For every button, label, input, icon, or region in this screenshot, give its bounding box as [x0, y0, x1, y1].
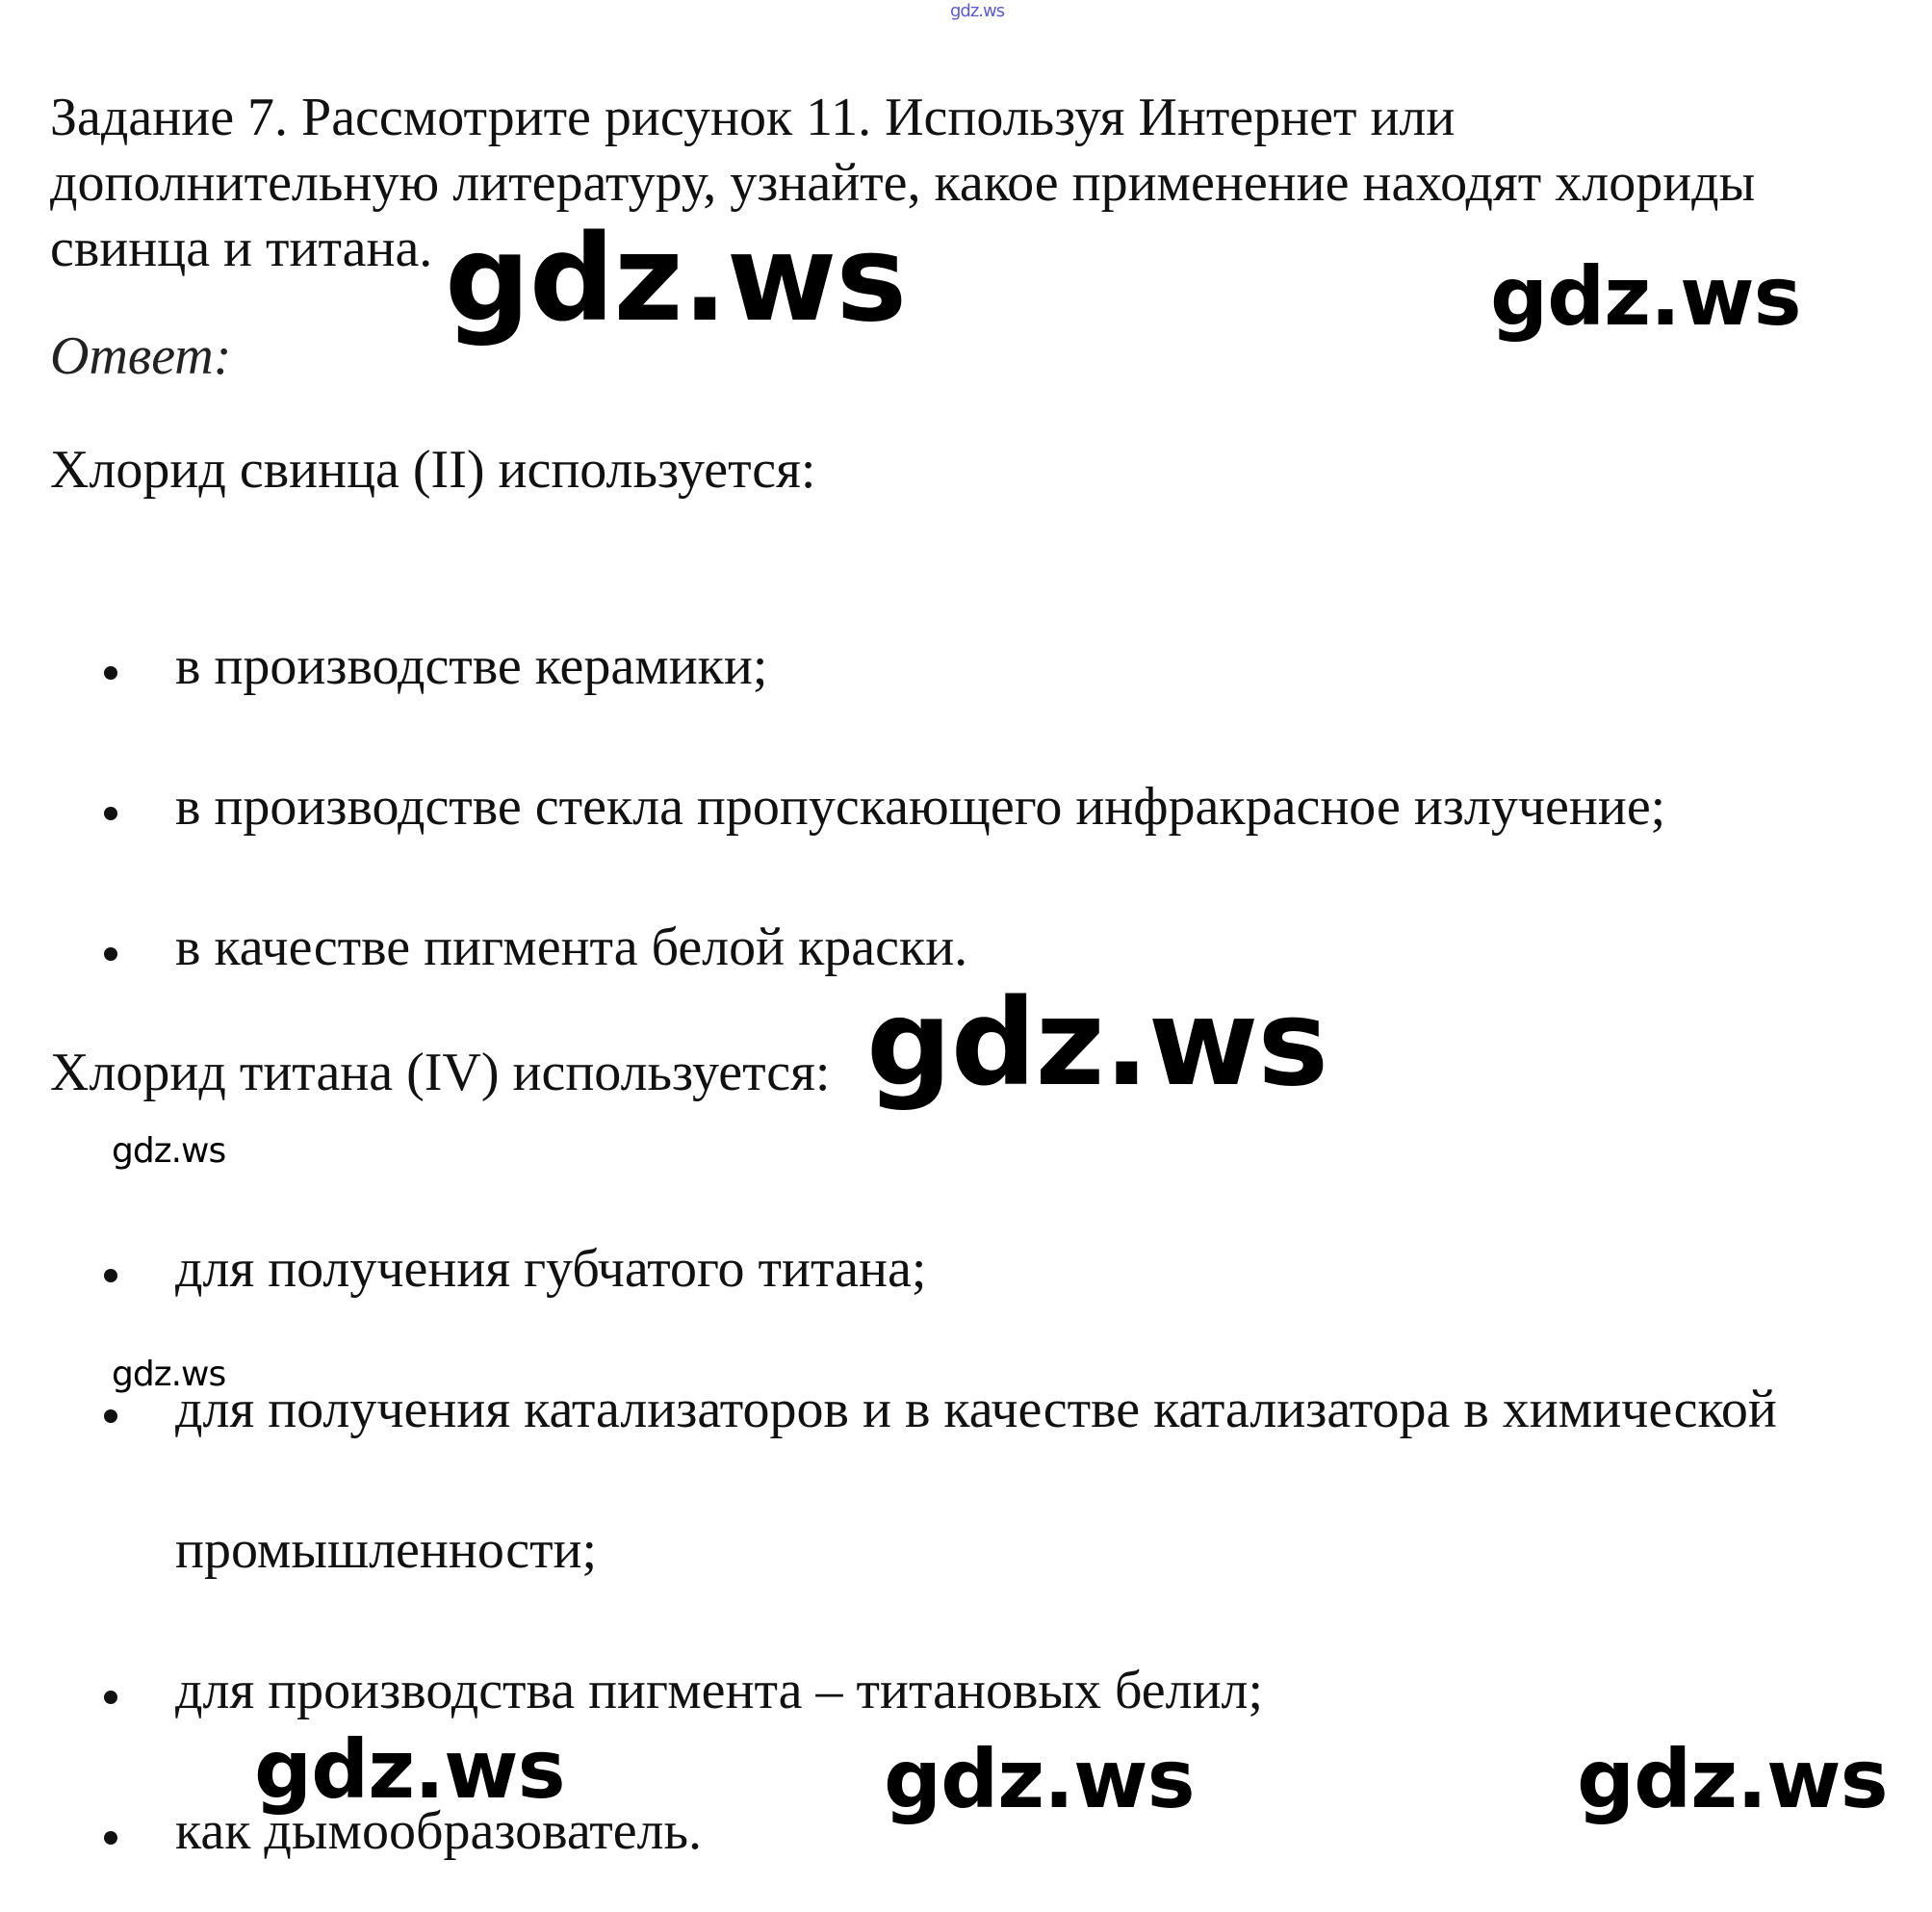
bullet-dot [104, 947, 117, 961]
bullet-dot [104, 1831, 117, 1845]
lead-item-1: в производстве керамики; [175, 636, 768, 696]
answer-label: Ответ: [50, 326, 232, 386]
watermark-medium-4: gdz.ws [1577, 1732, 1888, 1826]
titanium-item-1: для получения губчатого титана; [175, 1239, 927, 1299]
bullet-dot [104, 1691, 117, 1704]
titanium-item-2-cont: промышленности; [175, 1520, 598, 1580]
titanium-item-2: для получения катализаторов и в качестве катализатора в химической [175, 1380, 1777, 1439]
bullet-dot [104, 1269, 117, 1282]
lead-item-2: в производстве стекла пропускающего инфракрасное излучение; [175, 777, 1666, 837]
watermark-top: gdz.ws [950, 1, 1005, 21]
watermark-small-1: gdz.ws [112, 1131, 226, 1171]
lead-chloride-heading: Хлорид свинца (II) используется: [50, 440, 816, 500]
watermark-medium-1: gdz.ws [1490, 249, 1801, 344]
task-line-3: свинца и титана. [50, 219, 433, 278]
watermark-medium-2: gdz.ws [254, 1722, 565, 1817]
watermark-small-2: gdz.ws [112, 1355, 226, 1394]
watermark-medium-3: gdz.ws [884, 1732, 1195, 1826]
watermark-large-2: gdz.ws [866, 974, 1328, 1113]
lead-item-3: в качестве пигмента белой краски. [175, 917, 968, 977]
titanium-item-3: для производства пигмента – титановых белил; [175, 1661, 1264, 1720]
bullet-dot [104, 1409, 117, 1423]
titanium-chloride-heading: Хлорид титана (IV) используется: [50, 1043, 831, 1102]
titanium-item-4: как дымообразователь. [175, 1801, 703, 1861]
bullet-dot [104, 807, 117, 820]
task-line-1: Задание 7. Рассмотрите рисунок 11. Используя Интернет или [50, 88, 1455, 147]
bullet-dot [104, 666, 117, 680]
task-line-2: дополнительную литературу, узнайте, какое применение находят хлориды [50, 153, 1756, 213]
watermark-large-1: gdz.ws [445, 210, 907, 349]
